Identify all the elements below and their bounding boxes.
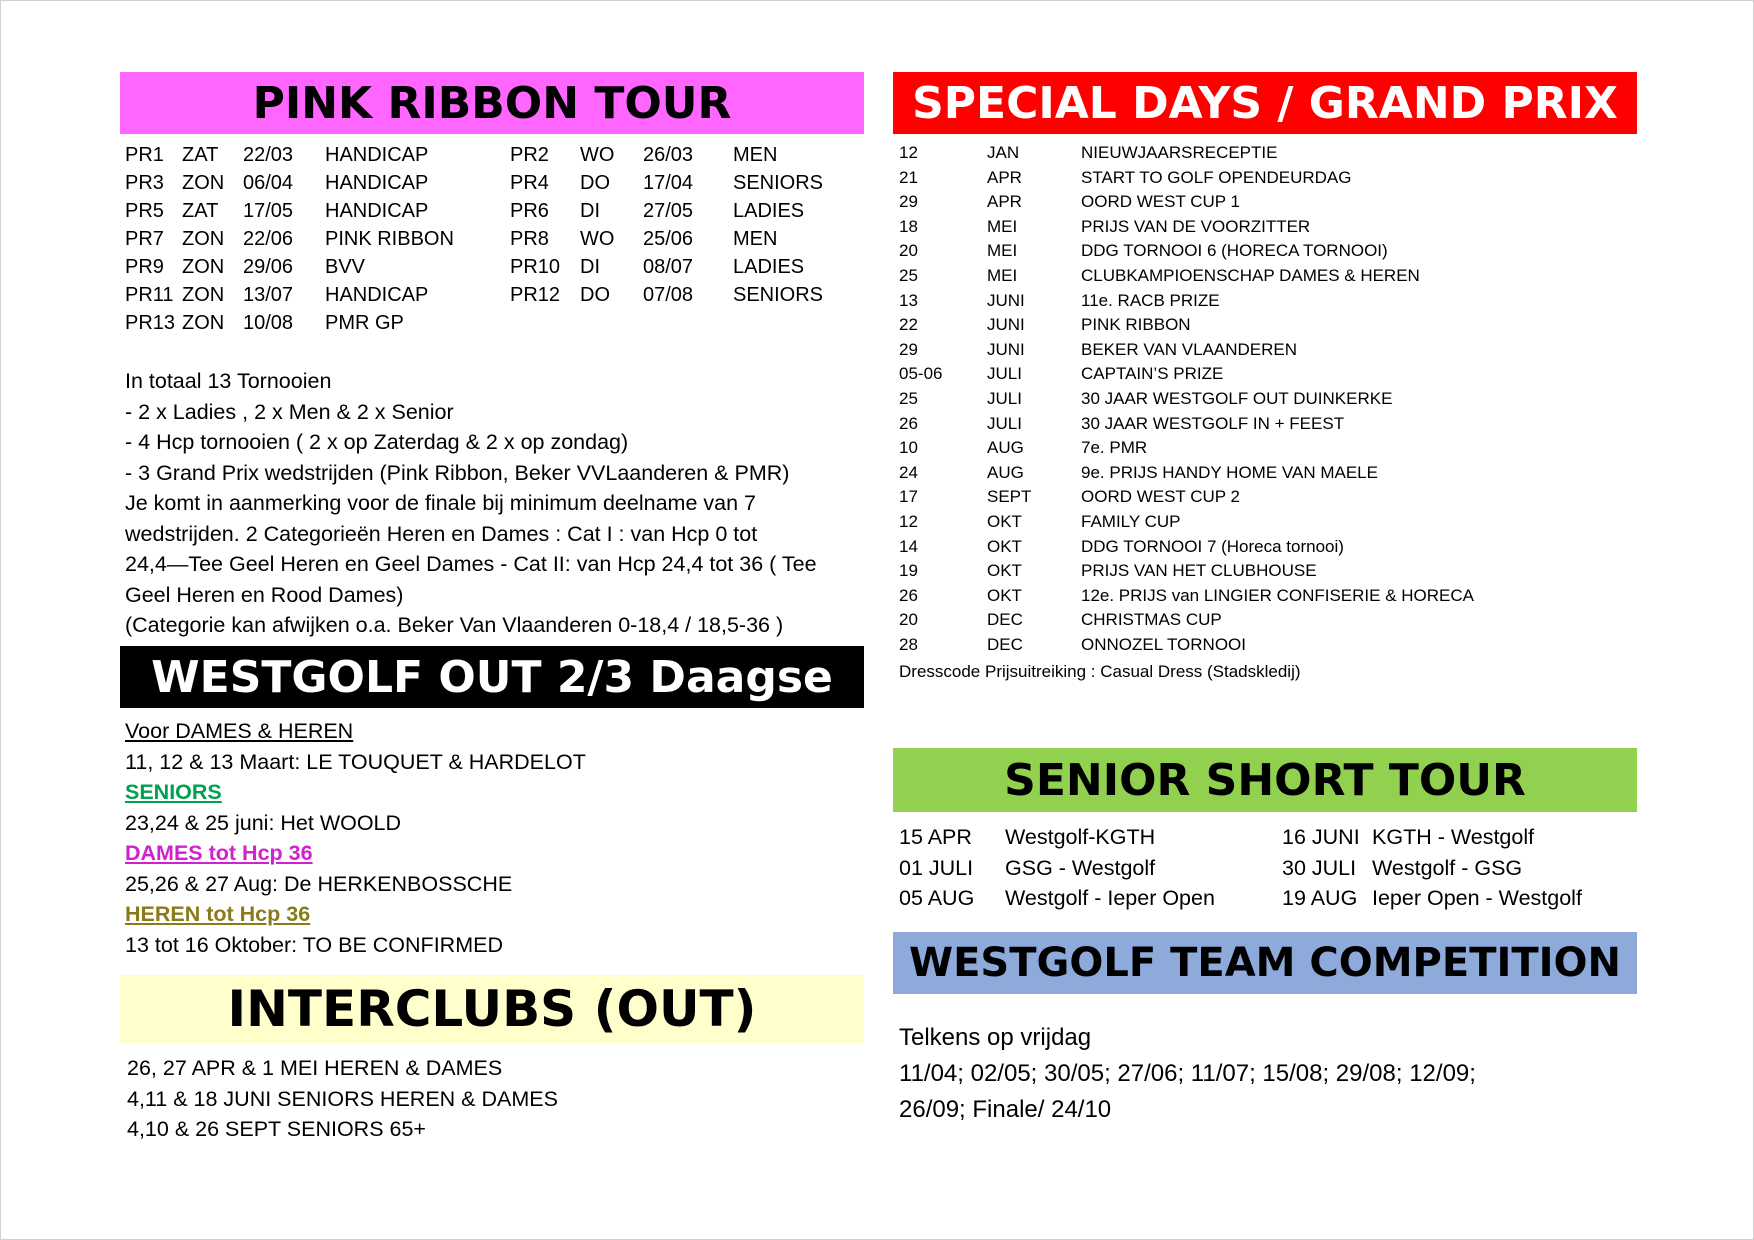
interclubs-line: 4,11 & 18 JUNI SENIORS HEREN & DAMES [127,1086,558,1111]
event-name: BEKER VAN VLAANDEREN [1081,339,1298,359]
month: MEI [987,266,1018,285]
westgolf-out-banner [120,646,864,708]
tournament-code: PR12 [510,284,561,306]
interclubs-lines [127,1053,558,1145]
pink-ribbon-note: - 4 Hcp tornooien ( 2 x op Zaterdag & 2 x op zondag) [125,430,629,454]
month: JAN [987,143,1020,162]
event-name: 30 JAAR WESTGOLF IN + FEEST [1081,413,1345,433]
event-name: PINK RIBBON [1081,315,1191,335]
month: AUG [987,462,1024,482]
pink-ribbon-note: Geel Heren en Rood Dames) [125,582,404,607]
event-name: 12e. PRIJS van LINGIER CONFISERIE & HORECA [1081,585,1475,605]
interclubs-banner [120,975,864,1043]
day: DO [580,284,610,306]
category: PINK RIBBON [325,228,454,250]
match-date: 15 APR [899,825,972,849]
pink-ribbon-note: In totaal 13 Tornooien [125,369,332,393]
pink-ribbon-note: (Categorie kan afwijken o.a. Beker Van Vlaanderen 0-18,4 / 18,5-36 ) [125,613,784,637]
event-name: OORD WEST CUP 1 [1081,192,1241,212]
month: JULI [987,364,1022,384]
date: 08/07 [643,256,694,278]
tournament-code: PR10 [510,256,561,278]
month: JULI [987,389,1022,408]
day: WO [580,228,615,250]
dames-heading: DAMES tot Hcp 36 [125,841,313,865]
pink-ribbon-note: Je komt in aanmerking voor de finale bij minimum deelname van 7 [125,491,756,515]
match-date: 05 AUG [899,886,975,910]
match-teams: Westgolf - Ieper Open [1005,886,1215,910]
tournament-code: PR9 [125,256,164,278]
category: SENIORS [733,172,824,194]
day-number: 12 [899,143,918,162]
month: SEPT [987,487,1032,507]
day: ZAT [182,200,219,222]
match-date: 19 AUG [1282,886,1358,910]
day: WO [580,144,615,166]
pink-ribbon-notes [125,366,817,641]
date: 26/03 [643,144,694,166]
special-day-row [899,633,1599,661]
tournament-code: PR13 [125,312,176,334]
event-name: NIEUWJAARSRECEPTIE [1081,143,1278,162]
tournament-code: PR1 [125,144,164,166]
day-number: 22 [899,315,918,335]
team-competition-title: WESTGOLF TEAM COMPETITION [908,940,1622,986]
day-number: 28 [899,635,918,654]
category: MEN [733,144,778,166]
voor-dames-heren-line: 11, 12 & 13 Maart: LE TOUQUET & HARDELOT [125,749,586,774]
day: ZON [182,284,225,306]
month: MEI [987,216,1018,236]
pink-ribbon-note: - 3 Grand Prix wedstrijden (Pink Ribbon, Beker VVLaanderen & PMR) [125,460,790,485]
tournament-code: PR7 [125,228,164,250]
tournament-code: PR8 [510,228,549,250]
day: ZON [182,312,225,334]
month: APR [987,192,1022,212]
day-number: 19 [899,561,918,581]
interclubs-line: 4,10 & 26 SEPT SENIORS 65+ [127,1117,426,1141]
day: ZON [182,256,225,278]
event-name: CHRISTMAS CUP [1081,610,1222,630]
category: BVV [325,256,366,278]
dresscode-note: Dresscode Prijsuitreiking : Casual Dress (Stadskledij) [899,662,1301,681]
pink-ribbon-row [125,309,825,337]
category: MEN [733,228,778,250]
pink-ribbon-note: 24,4—Tee Geel Heren en Geel Dames - Cat II: van Hcp 24,4 tot 36 ( Tee [125,552,817,576]
event-name: 11e. RACB PRIZE [1081,290,1220,310]
month: OKT [987,561,1022,581]
match-teams: GSG - Westgolf [1005,855,1156,880]
event-name: 30 JAAR WESTGOLF OUT DUINKERKE [1081,389,1393,408]
date: 07/08 [643,284,694,306]
match-date: 16 JUNI [1282,825,1360,849]
event-name: FAMILY CUP [1081,512,1181,531]
day-number: 18 [899,216,918,236]
month: OKT [987,512,1022,531]
category: SENIORS [733,284,824,306]
day: ZON [182,172,225,194]
day-number: 10 [899,438,918,458]
month: AUG [987,438,1024,458]
category: LADIES [733,256,805,278]
date: 25/06 [643,228,694,250]
match-date: 01 JULI [899,855,974,880]
senior-short-tour-row [1282,883,1754,911]
day-number: 13 [899,290,918,310]
date: 22/03 [243,144,294,166]
senior-short-tour-banner [893,748,1637,812]
day-number: 20 [899,241,918,261]
category: HANDICAP [325,144,429,166]
date: 17/04 [643,172,694,194]
seniors-line: 23,24 & 25 juni: Het WOOLD [125,810,402,835]
special-days-banner [893,72,1637,134]
team-competition-line: Telkens op vrijdag [899,1024,1092,1051]
event-name: DDG TORNOOI 7 (Horeca tornooi) [1081,536,1344,556]
event-name: PRIJS VAN DE VOORZITTER [1081,216,1311,236]
interclubs-title: INTERCLUBS (OUT) [227,980,757,1038]
heren-heading: HEREN tot Hcp 36 [125,902,311,926]
senior-short-tour-row [1282,853,1754,881]
day: DI [580,256,600,278]
month: JUNI [987,339,1025,359]
day-number: 29 [899,339,918,359]
day-number: 12 [899,512,918,531]
tournament-code: PR5 [125,200,164,222]
day-number: 26 [899,585,918,605]
day-number: 29 [899,192,918,212]
tournament-code: PR3 [125,172,164,194]
month: JULI [987,413,1022,433]
event-name: 7e. PMR [1081,438,1148,458]
month: JUNI [987,315,1025,335]
event-name: START TO GOLF OPENDEURDAG [1081,167,1352,187]
match-teams: Westgolf-KGTH [1005,825,1156,849]
seniors-heading: SENIORS [125,780,222,804]
month: JUNI [987,290,1025,310]
day-number: 25 [899,266,918,285]
month: APR [987,167,1022,187]
dames-line: 25,26 & 27 Aug: De HERKENBOSSCHE [125,871,513,896]
event-name: PRIJS VAN HET CLUBHOUSE [1081,561,1317,581]
day-number: 26 [899,413,918,433]
event-name: OORD WEST CUP 2 [1081,487,1241,507]
heren-line: 13 tot 16 Oktober: TO BE CONFIRMED [125,932,503,957]
category: HANDICAP [325,200,429,222]
day-number: 17 [899,487,918,507]
team-competition-line: 11/04; 02/05; 30/05; 27/06; 11/07; 15/08; 29/08; 12/09; [899,1060,1476,1087]
pink-ribbon-title: PINK RIBBON TOUR [252,77,732,129]
event-name: 9e. PRIJS HANDY HOME VAN MAELE [1081,462,1378,482]
westgolf-out-title: WESTGOLF OUT 2/3 Daagse [151,651,833,703]
day: DO [580,172,610,194]
pink-ribbon-note: wedstrijden. 2 Categorieën Heren en Dames : Cat I : van Hcp 0 tot [125,521,758,546]
month: DEC [987,610,1023,630]
tournament-code: PR4 [510,172,549,194]
day-number: 05-06 [899,364,943,384]
day-number: 14 [899,536,918,556]
event-name: ONNOZEL TORNOOI [1081,635,1246,654]
month: DEC [987,635,1023,654]
tournament-code: PR11 [125,284,174,306]
senior-short-tour-row [1282,822,1754,850]
interclubs-line: 26, 27 APR & 1 MEI HEREN & DAMES [127,1056,503,1080]
day: ZAT [182,144,219,166]
day-number: 20 [899,610,918,630]
date: 13/07 [243,284,294,306]
date: 06/04 [243,172,294,194]
special-days-title: SPECIAL DAYS / GRAND PRIX [912,77,1618,129]
event-name: DDG TORNOOI 6 (HORECA TORNOOI) [1081,241,1388,261]
pink-ribbon-note: - 2 x Ladies , 2 x Men & 2 x Senior [125,399,454,424]
category: PMR GP [325,312,404,334]
day-number: 25 [899,389,918,408]
tournament-code: PR2 [510,144,549,166]
month: OKT [987,585,1022,605]
match-teams: Ieper Open - Westgolf [1372,886,1582,910]
voor-dames-heren-heading: Voor DAMES & HEREN [125,719,354,743]
match-teams: Westgolf - GSG [1372,855,1523,880]
match-date: 30 JULI [1282,855,1357,880]
date: 27/05 [643,200,694,222]
tournament-code: PR6 [510,200,549,222]
month: MEI [987,241,1018,261]
date: 10/08 [243,312,294,334]
senior-short-tour-title: SENIOR SHORT TOUR [1004,754,1526,806]
event-name: CAPTAIN’S PRIZE [1081,364,1224,384]
team-competition-lines [899,1020,1476,1128]
day: ZON [182,228,225,250]
category: HANDICAP [325,284,429,306]
day-number: 21 [899,167,918,187]
date: 22/06 [243,228,294,250]
match-teams: KGTH - Westgolf [1372,825,1535,849]
team-competition-line: 26/09; Finale/ 24/10 [899,1096,1112,1123]
month: OKT [987,536,1022,556]
event-name: CLUBKAMPIOENSCHAP DAMES & HEREN [1081,266,1420,285]
day: DI [580,200,600,222]
category: LADIES [733,200,805,222]
category: HANDICAP [325,172,429,194]
team-competition-banner [893,932,1637,994]
date: 17/05 [243,200,294,222]
westgolf-out-content [125,716,586,960]
day-number: 24 [899,462,918,482]
date: 29/06 [243,256,294,278]
pink-ribbon-banner [120,72,864,134]
